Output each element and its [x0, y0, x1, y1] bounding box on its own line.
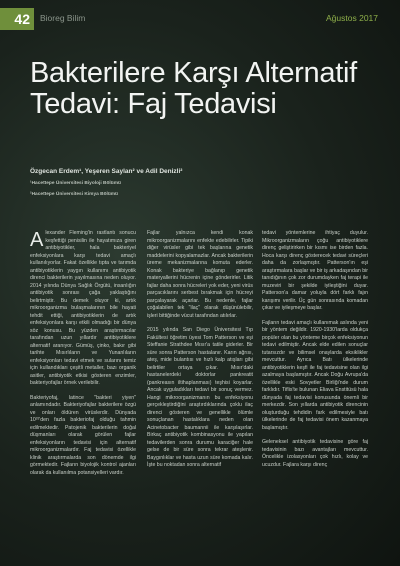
paragraph-text: lexander Fleming'in rastlantı sonucu keşfettiği penisilin ile hayatımıza giren antibiyotikler, hala bakteriyel enfeksiyonlara karşı tedavi amaçlı kullanılıyorlar. Fakat özellikle tıpta ve tarımda antibiyotiklerin yaygın kullanımı antibiyotik direnci bakterilerin yayılmasına neden oluyor. 2014 yılında Dünya Sağlık Örgütü, insanlığın antibiyotik sonrası çağa yaklaştığını belirtmiştir. Bu demek oluyor ki, artık mikroorganizma bulaşmalarının bile hayati tehdit ettiği, antibiyotiklerin de artık enfeksiyonlara karşı etkili olmadığı bir dünya söz konusu. Bu yüzden araştırmacılar tarafından uzun yıllardır antibiyotiklere alternatif aranıyor. Gümüş, çinko, bakır gibi tarihte Mısırlıların ve Yunanlıların enfeksiyonları tedavi etmek ve sularını temiz için kullandıkları çeşitli metaller, bazı organik asitler, antibiyotik etkisi gösteren enzimler, bakteriyofajlar örnek verilebilir. [30, 230, 136, 386]
issue-date: Ağustos 2017 [326, 13, 378, 23]
article-title: Bakterilere Karşı Alternatif Tedavi: Faj Tedavisi [30, 57, 357, 120]
paragraph: tedavi yöntemlerine ihtiyaç duyulur. Mikroorganizmaların çoğu antibiyotiklere direnç geliştirirken bir kısmı ise birden fazla. Hoca karşı direnç gösterecek tedavi süreçleri daha da zorlaşmıştır. Patterson'ın eşi araştırmalara başlar ve bir iş arkadaşından bir tanıdığının çok zor durumdayken faj terapi ile muzeviri bir şekilde iyileştiğini duyar. Patterson'a damar yoluyla dört farklı fajın karışımı verilir. Üç gün sonrasında komadan çıkar ve iyileşmeye başlar. [262, 230, 368, 311]
page-number: 42 [0, 8, 34, 30]
paragraph: Fajların tedavi amaçlı kullanımak aslında yeni bir yöntem değildir. 1920-1930'larda oldukça popüler olan bu yönteme birçok enfeksiyonun tedavi edilmiştir. Ancak elde edilen sonuçlar tutarsızdır ve bilimsel onaylarda eksiklikler mevcuttur. Ayrıca Batı ülkelerinde antibiyotiklerin keşfi ile faj tedavisine olan ilgi azalmaya başlamıştır. Ancak Doğu Avrupa'da özellikle eski Sovyetler Birliği'nde durum farklıdır. Tiflis'te bulunan Eliava Enstitüsü hala dünyada faj tedavisi konusunda önemli bir merkezdir. Son yıllarda antibiyotik direncinin oluşturduğu tehdidin fark edilmesiyle batı ülkelerinde de faj tedavisi önem kazanmaya başlamıştır. [262, 319, 368, 431]
paragraph: Fajlar yalnızca kendi konak mikroorganizmalarını enfekte edebilirler. Tipiki diğer virüsler gibi tek başlarına genetik maddelerini kopyalamazlar. Ancak bakterilerin üreme mekanizmalarına komuta ederler. Konak bakteriye bağlanıp genetik materyallerini hücrenin içine gönderirler. Litik fajlar daha sonra hücreleri yok eder, yeni virüs parçacıklarını serbest bırakmak için hücreyi parçalayarak açarlar. Bu nedenle, fajlar çoğalabilen tek "ilaç" olarak düşünülebilir, işleri bittiğinde vücut tarafından atılırlar. [147, 230, 253, 319]
page-header [0, 0, 400, 40]
article-authors: Özgecan Erdem¹, Yeşeren Saylan² ve Adil Denizli² [30, 168, 183, 175]
paragraph: 2015 yılında San Diego Üniversitesi Tıp Fakültesi öğretim üyesi Tom Patterson ve eşi Steffanie Strathdee Mısır'a tatile giderler. Bir süre sonra Patterson hastalanır. Karın ağrısı, ateş, mide bulantısı ve hızlı kalp atışları gibi belirtiler ortaya çıkar. Mısır'daki hastanelerdeki doktorlar pankreatit (pankreasın iltihaplanması) teşhisi koyarlar. Ancak uyguladıkları tedavi bir sonuç vermez. Hangi mikroorganizmanın bu enfeksiyonu gerçekleştirdiğini araştırdıklarında çoklu ilaç direnci gösteren ve genellikle ölümle sonuçlanan hastalıklara neden olan Acinetobacter baumannii ile karşılaşırlar. Birkaç antibiyotik kombinasyonu ile yapılan tedavilerden sonra durumu karaciğer hale gelse de bir süre sonra tekrar ateşlenir. Baygınlıklar ve hasta uzun süre komada kalır. İşte bu noktadan sonra alternatif [147, 327, 253, 468]
magazine-name: Bioreg Bilim [40, 13, 86, 23]
drop-cap: A [30, 230, 44, 251]
affiliation-1: ¹Hacettepe Üniversitesi Biyoloji Bölümü [30, 181, 121, 186]
text-column-1 [30, 230, 136, 552]
text-column-3 [262, 230, 368, 552]
text-column-2 [147, 230, 253, 552]
paragraph: Bakteriyofaj, latince "bakteri yiyen" anlamındadır. Bakteriyofajlar bakterilere özgü ve onları öldüren virüslerdir. Dünyada 10³¹'den fazla bakteriofaj olduğu tahmin edilmektedir. Patojenik bakterilerin doğal düşmanları olarak görülen fajlar enfeksiyonların tedavisi için alternatif mikroorganizmalardır. Faj tedavisi özellikle klinik araştırmalarda son dönemde ilgi görmektedir. Fajların biyolojik kontrol ajanları olarak da kullanılma potansiyelleri vardır. [30, 394, 136, 476]
affiliation-2: ²Hacettepe Üniversitesi Kimya Bölümü [30, 192, 118, 197]
paragraph [30, 230, 136, 388]
paragraph: Geleneksel antibiyotik tedavisine göre faj tedavisinin bazı avantajları mevcuttur. Öncelikle izolasyonları çok hızlı, kolay ve ucuzdur. Fajlara karşı direnç [262, 439, 368, 468]
